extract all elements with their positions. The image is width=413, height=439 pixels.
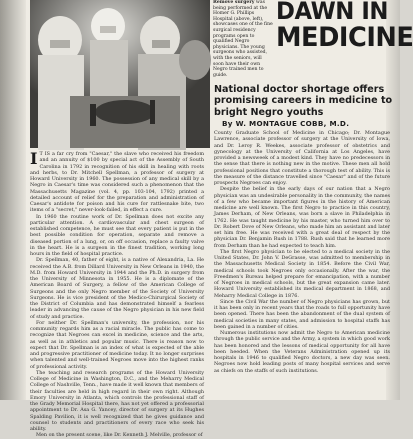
right-paragraph: Despite the belief in the early days of our nation that a Negro physician was an undesirable personality in the community, the names of a few who became important figures in the history of American medicine are well known. The first Negro to practice in this country, James Derham, of New Orleans, was born a slave in Philadelphia in 1762. He was taught medicine by his master, who turned him over to Dr. Robert Dove of New Orleans, who made him an assistant and later set him free. He was received with a great deal of respect by the physician Dr. Benjamin Rush in 1788. Rush said that he learned more from Derham than he had expected to teach him. — [214, 186, 390, 249]
headline-line-1: DAWN IN — [276, 0, 388, 25]
left-text-column — [30, 149, 204, 439]
article-deck: National doctor shortage offers promising careers in medicine to bright Negro youths — [214, 84, 393, 118]
right-paragraph: Since the Civil War the number of Negro physicians has grown, but it has been only in recent years that the roads to full opportunity have been opened. There has been the abandonment of the dual system of medical societies in many states, and admission to hospital staffs has been gained in a number of cities. — [214, 298, 390, 330]
left-paragraph: Dr. Spellman, 40, father of eight, is a native of Alexandria, La. He received the A.B. from Dillard University in New Orleans in 1940, the M.D. from Howard University in 1944 and the Ph.D. in surgery from the University of Minnesota in 1955. He is a diplomate of the American Board of Surgery, a fellow of the American College of Surgeons and the only Negro member of the Society of University Surgeons. He is vice president of the Medico-Chirurgical Society of the District of Columbia and has demonstrated himself a fearless leader in advancing the cause of the Negro physician in his new field of study and practice. — [30, 257, 204, 320]
headline-line-2: MEDICINE — [276, 22, 413, 53]
caption-lead: Remove surgery — [213, 0, 255, 5]
surgery-photo — [30, 0, 210, 148]
left-paragraph: Men on the present scene, like Dr. Kenneth J. Melville, professor of — [36, 432, 203, 439]
right-paragraph: County Graduate School of Medicine in Chicago; Dr. Montague Lawrence, associate professor of surgery at the University of Iowa, and Dr. Leroy R. Weekes, associate professor of obstetrics and gynecology at the University of California at Los Angeles, have provided a newsweek of a modest kind. They have no predecessors in the sense that there is nothing new in the motive. These men all hold professional positions that constitute a thorough test of ability. This is the measure of the distance travelled since "Caesar" and of the future prospects Negroes can enjoy. — [214, 130, 390, 186]
page-gutter-shadow — [0, 0, 26, 400]
caption-body: was being performed at the Homer G. Phillips Hospital (above, left), showcases one of the fine surgical residency programs open to qualified Negro physicians. The young surgeons who assisted, with the seniors, will soon have their own Negro trained men to guide. — [213, 0, 273, 78]
right-text-column — [214, 130, 390, 400]
drop-cap: I — [30, 149, 38, 168]
left-paragraph: For neither Dr. Spellman's university, the profession, nor his community regards him as a racial miracle. The public has come to recognize that Negroes can excel in medicine, science and the arts, as well as in athletics and popular music. There is reason now to expect that Dr. Spellman is an index of what is expected of the able and progressive practitioner of medicine today. It no longer surprises when talented and well-trained Negroes move into the highest ranks of professional activity. — [30, 319, 204, 370]
left-paragraph: T IS a far cry from "Caesar," the slave who received his freedom and an annuity of $100 by special act of the Assembly of South Carolina in 1792 in recognition of his skill in healing with roots and herbs, to Dr. Mitchell Spellman, a professor of surgery at Howard University in 1960. The possession of any medical skill by a Negro in Caesar's time was considered such a phenomenon that the Massachusetts Magazine (vol. 4, pp. 103-104, 1792) printed a detailed account of relief for the preparation and administration of Caesar's antidote for poison and his cure for rattlesnake bite, two items of a "secret," never-look-failed, in effect a cure. — [30, 151, 204, 214]
right-paragraph: Numerous institutions now admit the Negro to American medicine through the public service and the Army, a system in which good work has been honored and the lessons of medical opportunity for all have been heeded. When the Veterans Administration opened up its hospitals in 1946 to qualified Negro doctors, a new day was seen. Negroes now hold leading posts of many hospital services and serve as chiefs on the staffs of such institutions. — [214, 330, 390, 374]
article-headline — [276, 0, 413, 53]
left-paragraph: In 1960 the routine work of Dr. Spellman does not excite any particular attention. A cardiovascular and chest surgeon of established competence, he must see that every patient is put in the best possible condition for operation, separate and remove a diseased portion of a lung, or, on off occasion, replace a faulty valve in the heart. He is a surgeon in the finest tradition, working long hours in the field of hospital practice. — [30, 213, 204, 257]
article-byline: By W. MONTAGUE COBB, M.D. — [222, 119, 350, 128]
surgery-photo-illustration — [30, 0, 210, 148]
left-paragraph: The teaching and research programs of the Howard University College of Medicine in Washington, D.C., and the Meharry Medical College of Nashville, Tenn., have made it well known that members of their faculties are held in high regard in their own right. Although Emory University in Atlanta, which controls the professional staff of the Grady Memorial Hospital there, has not yet offered a professorial appointment to Dr. Asa G. Yancey, director of surgery at its Hughes Spalding Pavilion, it is well recognized that he gives guidance and counsel to students and practitioners of every race who seek his ability. — [30, 369, 204, 432]
right-paragraph: The first Negro physician to be elected to a medical society in the United States, Dr. John V. DeGrasse, was admitted to membership in the Massachusetts Medical Society in 1854. Before the Civil War, medical schools took Negroes only occasionally. After the war, the Freedmen's Bureau helped prepare for emancipation, with a number of Negroes in medical schools, but the great expansion came later. Howard University established its medical department in 1868, and Meharry Medical College in 1876. — [214, 248, 390, 299]
